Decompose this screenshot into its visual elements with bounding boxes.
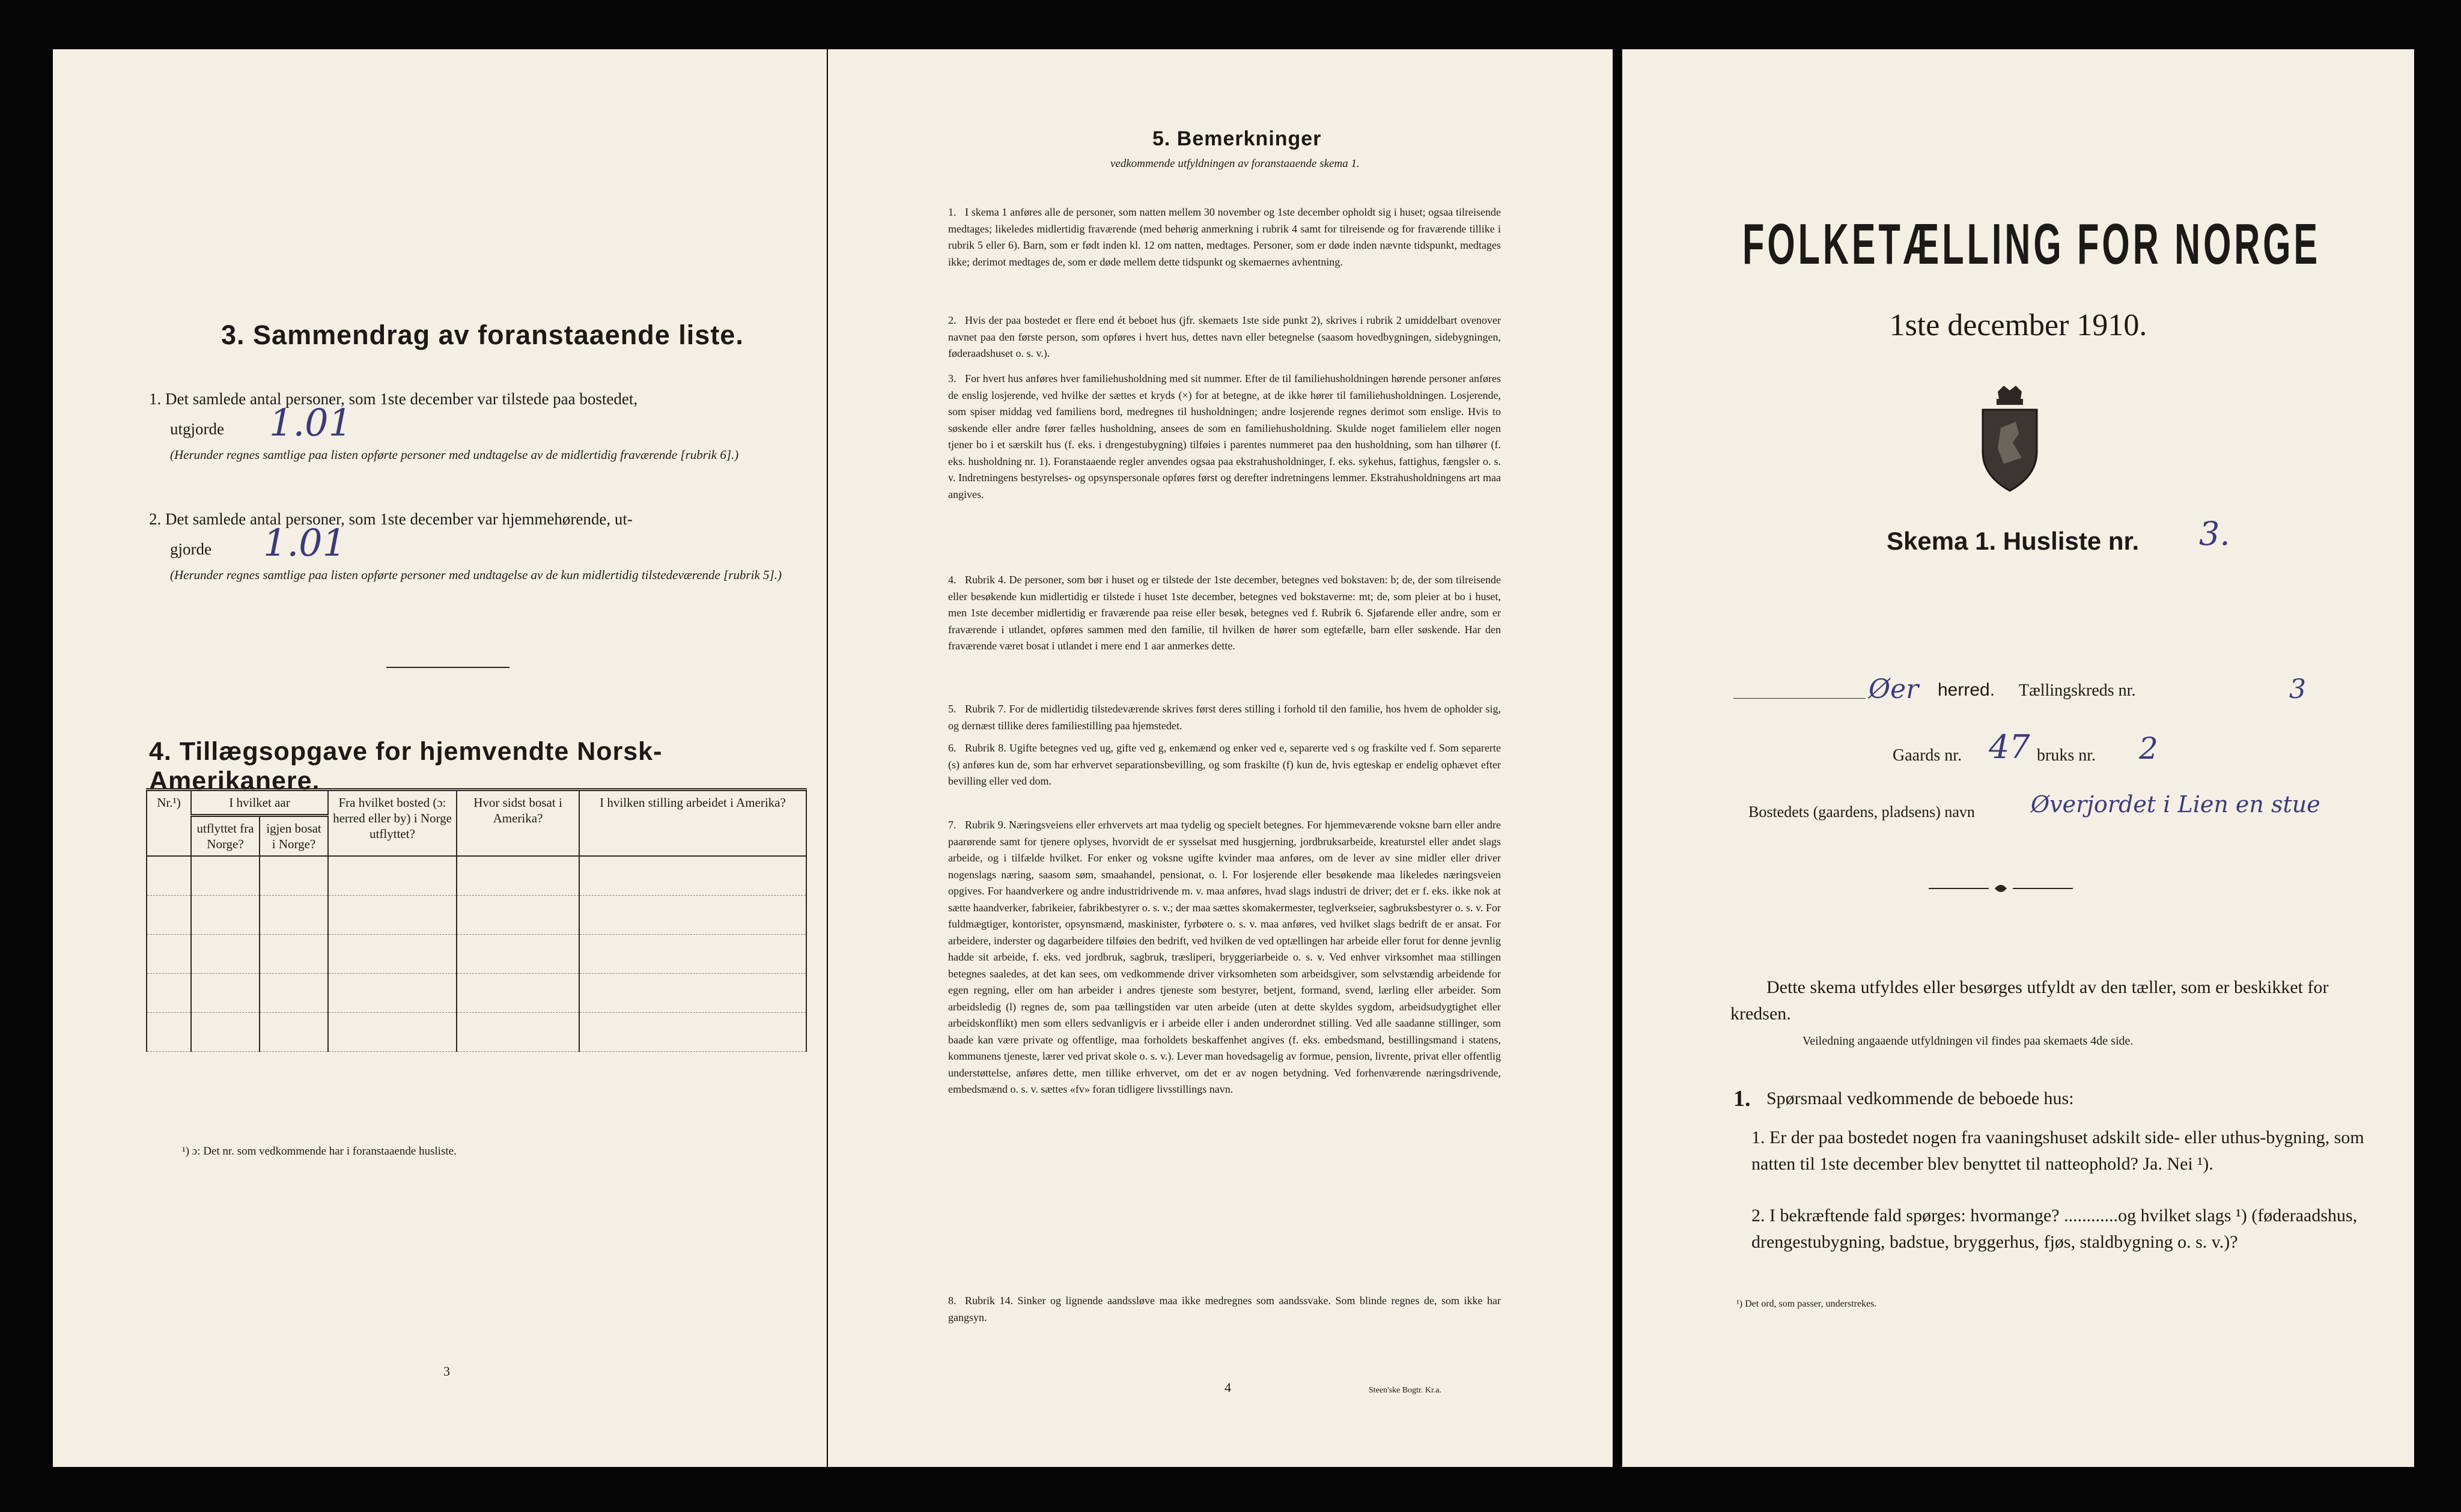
col-bosat: igjen bosat i Norge? xyxy=(260,816,328,857)
summary-item-1-value: 1.01 xyxy=(269,401,353,445)
remark-5: 5. Rubrik 7. For de midlertidig tilstedeværende skrives først deres stilling i forhold til den familie, hos hvem de opholder sig, og dernæst tillike deres familiestilling paa hjemstedet. xyxy=(948,703,1501,732)
bruks-value: 2 xyxy=(2139,731,2158,766)
schema-label: Skema 1. Husliste nr. xyxy=(1887,527,2140,555)
cover-title: FOLKETÆLLING FOR NORGE xyxy=(1742,212,2321,276)
col-stilling: I hvilken stilling arbeidet i Amerika? xyxy=(579,790,806,857)
remark-2: 2. Hvis der paa bostedet er flere end ét beboet hus (jfr. skemaets 1ste side punkt 2), skrives i rubrik 2 umiddelbart ovenover navnet paa den første person, som opføres i hvert hus, dettes navn eller betegnelse (saasom hovedbygningen, sidebygningen, føderaadshuset o. s. v.). xyxy=(948,314,1501,359)
cover-page xyxy=(1622,49,2414,1467)
table-row xyxy=(147,974,806,1013)
herred-label: herred. xyxy=(1938,680,1995,700)
divider xyxy=(386,667,510,668)
remark-3: 3. For hvert hus anføres hver familiehusholdning med sit nummer. Efter de til familiehusholdningen hørende personer anføres de enslig losjerende, ved hvilke der sættes et kryds (×) for at betegne, at de ikke hører til familiehusholdningen. Losjerende, som spiser middag ved familiens bord, medregnes til husholdningen; andre losjerende regnes derimot som enslige. Hvis to søskende eller andre fører fælles husholdning, ansees de som en familiehusholdning. Skulde noget familielem eller nogen tjener bo i et særskilt hus (f. eks. i drengestubygning) tilføies i parentes nummeret paa den husholdning, som han tilhører (f. eks. husholdning nr. 1). Foranstaaende regler anvendes ogsaa paa ekstrahusholdninger, f. eks. sykehus, fattighus, fængsler o. s. v. Indretningens bestyrelses- og opsynspersonale opføres først og derefter indretningens lemmer. Ekstrahusholdningens art maa angives. xyxy=(948,372,1501,500)
gaards-value: 47 xyxy=(1989,728,2030,766)
remark-6: 6. Rubrik 8. Ugifte betegnes ved ug, gifte ved g, enkemænd og enker ved e, separerte ved s og fraskilte ved f. Som separerte (s) anføres kun de, som har erhvervet separationsbevilling, og som fraskilte (f) kun de, hvis egteskap er endelig ophævet efter bevilling eller ved dom. xyxy=(948,742,1501,787)
summary-item-2: 2. Det samlede antal personer, som 1ste december var hjemmehørende, ut- xyxy=(149,510,633,528)
table-row xyxy=(147,935,806,974)
page-3 xyxy=(53,49,827,1467)
page-4 xyxy=(828,49,1613,1467)
remarks-subtitle: vedkommende utfyldningen av foranstaaende skema 1. xyxy=(1110,157,1360,170)
cover-footnote: ¹) Det ord, som passer, understrekes. xyxy=(1736,1299,1877,1309)
husliste-nr: 3. xyxy=(2199,515,2230,553)
col-bosted: Fra hvilket bosted (ɔ: herred eller by) i Norge utflyttet? xyxy=(328,790,457,857)
table-row xyxy=(147,856,806,896)
question-1: 1. Er der paa bostedet nogen fra vaaningshuset adskilt side- eller uthus-bygning, som natten til 1ste december blev benyttet til natteophold? Ja. Nei ¹). xyxy=(1751,1128,2364,1174)
kreds-value: 3 xyxy=(2289,674,2306,705)
page-number: 4 xyxy=(1224,1380,1231,1395)
remark-8: 8. Rubrik 14. Sinker og lignende aandssløve maa ikke medregnes som aandssvake. Som blinde regnes de, som ikke har gangsyn. xyxy=(948,1295,1501,1323)
q-heading-num: 1. xyxy=(1733,1086,1751,1111)
bosted-label: Bostedets (gaardens, pladsens) navn xyxy=(1748,803,1975,821)
fill-line xyxy=(1733,698,1866,699)
ornament-divider-icon xyxy=(1929,881,2073,896)
page-number: 3 xyxy=(443,1364,450,1379)
table-row xyxy=(147,896,806,935)
remarks-title: 5. Bemerkninger xyxy=(1152,127,1322,150)
table-footnote: ¹) ɔ: Det nr. som vedkommende har i foranstaaende husliste. xyxy=(182,1145,457,1158)
summary-item-2-value: 1.01 xyxy=(263,521,347,565)
remark-1: 1. I skema 1 anføres alle de personer, som natten mellem 30 november og 1ste december opholdt sig i huset; ogsaa tilreisende medtages; likeledes midlertidig fraværende (med behørig anmerkning i rubrik 4 samt for tilreisende og for fraværende tillike i rubrik 5 eller 6). Barn, som er født inden kl. 12 om natten, medtages. Personer, som er døde inden nævnte tidspunkt, medtages ikke; derimot medtages de, som er døde mellem dette tidspunkt og skemaernes avhentning. xyxy=(948,206,1501,268)
summary-item-1-note: (Herunder regnes samtlige paa listen opførte personer med undtagelse av de midlertidig fraværende [rubrik 6].) xyxy=(170,448,739,462)
kreds-label: Tællingskreds nr. xyxy=(2019,681,2136,700)
remark-7: 7. Rubrik 9. Næringsveiens eller erhvervets art maa tydelig og specielt betegnes. For hjemmeværende voksne barn eller andre paarørende samt for tjenere oplyses, hvorvidt de er sysselsat med husgjerning, jordbruksarbeide, kreaturstel eller andet slags arbeide, og i tilfælde hvilket. For enker og voksne ugifte kvinder maa anføres, om de lever av sine midler eller driver nogenslags næring, saasom søm, smaahandel, pensionat, o. l. For losjerende eller besøkende maa likeledes næringsveien opgives. For haandverkere og andre industridrivende m. v. maa anføres, hvad slags industri de driver; det er f. eks. ikke nok at sætte haandverker, fabrikeier, fabrikbestyrer o. s. v.; der maa sættes skomakermester, teglverkseier, sagbruksbestyrer o. s. v. For fuldmægtiger, kontorister, opsynsmænd, maskinister, fyrbøtere o. s. v. maa anføres, ved hvilket slags bedrift de er ansat. For arbeidere, inderster og dagarbeidere tilføies den bedrift, ved hvilken de ved optællingen har arbeide eller forut for denne jevnlig hadde sit arbeide, f. eks. ved jordbruk, sagbruk, træsliperi, bryggeriarbeide o. s. v. Ved enhver virksomhet maa stillingen betegnes saaledes, at det kan sees, om vedkommende driver virksomheten som arbeidsgiver, som selvstændig arbeidende for egen regning, eller om han arbeider i andres tjeneste som bestyrer, betjent, formand, svend, lærling eller arbeider. Som arbeidsledig (l) regnes de, som paa tællingstiden var uten arbeide (uten at dette skyldes sygdom, arbeidsudygtighet eller arbeidskonflikt) men som ellers sedvanligvis er i arbeide eller i anden underordnet stilling. Ved alle saadanne stillinger, som baade kan være private og offentlige, maa forholdets beskaffenhet angives (f. eks. embedsmand, bestillingsmand i statens, kommunens tjeneste, lærer ved privat skole o. s. v.). Lever man hovedsagelig av formue, pension, livrente, privat eller offentlig understøttelse, anføres dette, men tillike erhvervet, om det er av nogen betydning. Ved forhenværende næringsdrivende, embedsmænd o. s. v. sættes «fv» foran tidligere livsstillings navn. xyxy=(948,819,1501,1095)
table-row xyxy=(147,1013,806,1052)
cover-date: 1ste december 1910. xyxy=(1889,308,2147,342)
col-aar: I hvilket aar xyxy=(191,790,328,816)
summary-item-1-prefix: utgjorde xyxy=(170,420,224,438)
col-amerika: Hvor sidst bosat i Amerika? xyxy=(457,790,579,857)
question-2: 2. I bekræftende fald spørges: hvormange? ............og hvilket slags ¹) (føderaadshus, drengestubygning, badstue, bryggerhus, fjøs, staldbygning o. s. v.)? xyxy=(1751,1206,2358,1252)
gaards-label: Gaards nr. xyxy=(1893,746,1962,765)
summary-item-2-note: (Herunder regnes samtlige paa listen opførte personer med undtagelse av de kun midlertidig tilstedeværende [rubrik 5].) xyxy=(170,568,782,582)
section-4-title: 4. Tillægsopgave for hjemvendte Norsk-Amerikanere. xyxy=(149,737,663,795)
coat-of-arms-icon xyxy=(1968,386,2052,494)
remark-4: 4. Rubrik 4. De personer, som bør i huset og er tilstede der 1ste december, betegnes ved bokstaven: b; de, der som tilreisende eller besøkende kun midlertidig er tilstede i huset 1ste december, betegnes ved bokstaverne: mt; de, som pleier at bo i huset, men 1ste december midlertidig er fraværende paa reise eller besøk, betegnes ved f. Rubrik 6. Sjøfarende eller andre, som er fraværende i utlandet, opføres sammen med den familie, til hvilken de hører som egtefælle, barn eller søskende. Har den fraværende været bosat i utlandet i mere end 1 aar anmerkes dette. xyxy=(948,574,1501,652)
bosted-value: Øverjordet i Lien en stue xyxy=(2031,791,2320,818)
cover-instruction: Dette skema utfyldes eller besørges utfyldt av den tæller, som er beskikket for kredsen. xyxy=(1730,977,2329,1024)
summary-item-1: 1. Det samlede antal personer, som 1ste december var tilstede paa bostedet, xyxy=(149,390,638,408)
col-nr: Nr.¹) xyxy=(147,790,191,857)
norsk-amerikanere-table xyxy=(146,788,807,1052)
q-heading: Spørsmaal vedkommende de beboede hus: xyxy=(1766,1088,2074,1108)
summary-item-2-prefix: gjorde xyxy=(170,540,211,558)
section-3-title: 3. Sammendrag av foranstaaende liste. xyxy=(221,320,744,350)
bruks-label: bruks nr. xyxy=(2037,746,2096,765)
herred-value: Øer xyxy=(1869,674,1919,705)
printer-credit: Steen'ske Bogtr. Kr.a. xyxy=(1369,1386,1442,1395)
col-utflyttet: utflyttet fra Norge? xyxy=(191,816,260,857)
cover-instruction-small: Veiledning angaaende utfyldningen vil findes paa skemaets 4de side. xyxy=(1802,1034,2134,1048)
